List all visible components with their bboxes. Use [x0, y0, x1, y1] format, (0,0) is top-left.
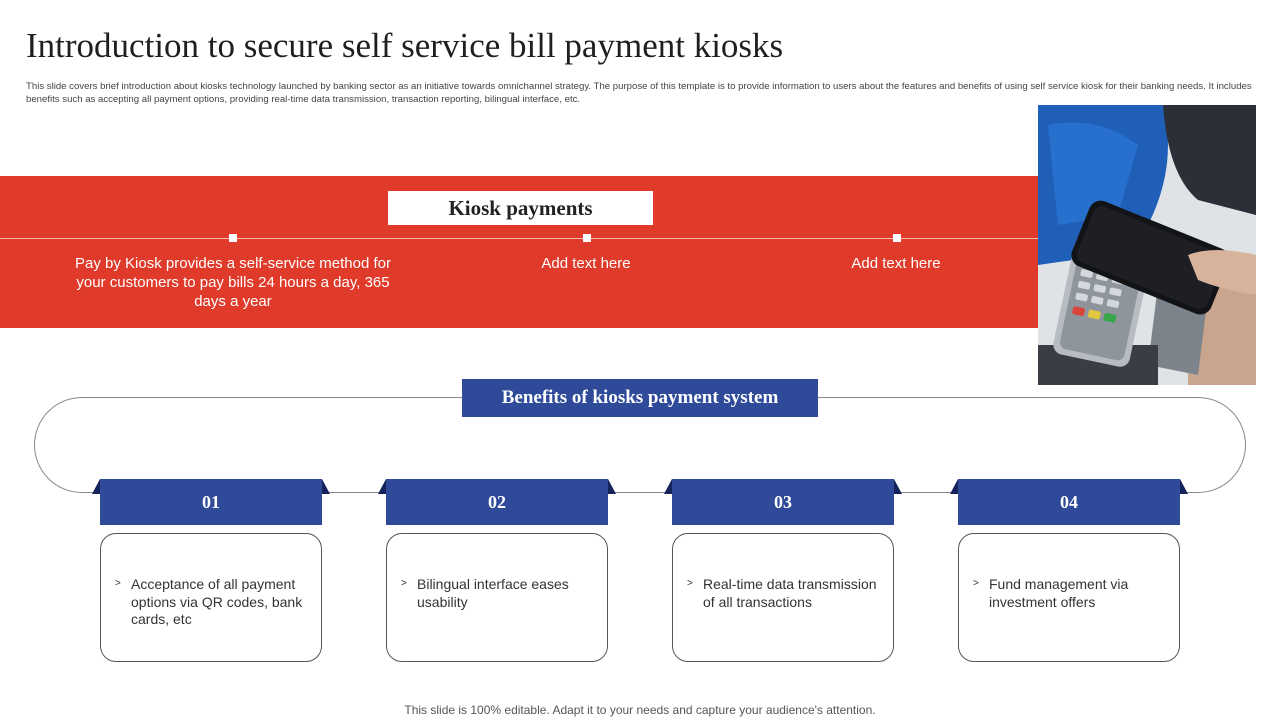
ribbon-fold: [92, 479, 100, 494]
ribbon-fold: [608, 479, 616, 494]
benefit-number: 04: [958, 479, 1180, 525]
chevron-right-icon: >: [115, 578, 121, 589]
benefit-number: 03: [672, 479, 894, 525]
timeline-marker: [893, 234, 901, 242]
benefit-card-3: [672, 533, 894, 662]
benefit-number-tab-2: [378, 479, 616, 525]
ribbon-fold: [894, 479, 902, 494]
card-payment-photo: [1038, 105, 1256, 385]
kiosk-point-2: Add text here: [541, 255, 631, 272]
benefit-text: Fund management via investment offers: [989, 576, 1129, 610]
benefit-text: Bilingual interface eases usability: [417, 576, 569, 610]
benefit-text: Acceptance of all payment options via QR codes, bank cards, etc: [131, 576, 303, 627]
ribbon-fold: [1180, 479, 1188, 494]
benefit-number-tab-3: [664, 479, 902, 525]
slide-title: Introduction to secure self service bill payment kiosks: [26, 26, 784, 65]
benefit-number-tab-1: [92, 479, 330, 525]
benefit-text: Real-time data transmission of all transactions: [703, 576, 877, 610]
band-timeline-line: [0, 238, 1038, 239]
ribbon-fold: [664, 479, 672, 494]
benefit-card-4: [958, 533, 1180, 662]
benefits-title: Benefits of kiosks payment system: [462, 379, 818, 417]
benefit-card-1: [100, 533, 322, 662]
benefit-number: 01: [100, 479, 322, 525]
chevron-right-icon: >: [687, 578, 693, 589]
benefit-card-2: [386, 533, 608, 662]
ribbon-fold: [378, 479, 386, 494]
ribbon-fold: [322, 479, 330, 494]
timeline-marker: [583, 234, 591, 242]
kiosk-payments-title: Kiosk payments: [388, 191, 653, 225]
card-terminal-illustration: [1038, 105, 1256, 385]
benefit-number-tab-4: [950, 479, 1188, 525]
chevron-right-icon: >: [401, 578, 407, 589]
slide-footer-note: This slide is 100% editable. Adapt it to your needs and capture your audience's attention.: [404, 703, 876, 717]
chevron-right-icon: >: [973, 578, 979, 589]
ribbon-fold: [950, 479, 958, 494]
kiosk-point-3: Add text here: [851, 255, 941, 272]
kiosk-point-1: Pay by Kiosk provides a self-service method for your customers to pay bills 24 hours a day, 365 days a year: [75, 255, 391, 310]
benefit-number: 02: [386, 479, 608, 525]
timeline-marker: [229, 234, 237, 242]
slide-description: This slide covers brief introduction about kiosks technology launched by banking sector as an initiative towards omnichannel strategy. The purpose of this template is to provide information to users about the features and benefits of using self service kiosk for their banking needs. It includes benefits such as accepting all payment options, providing real-time data transmission, transaction reporting, bilingual interface, etc.: [26, 81, 1252, 105]
